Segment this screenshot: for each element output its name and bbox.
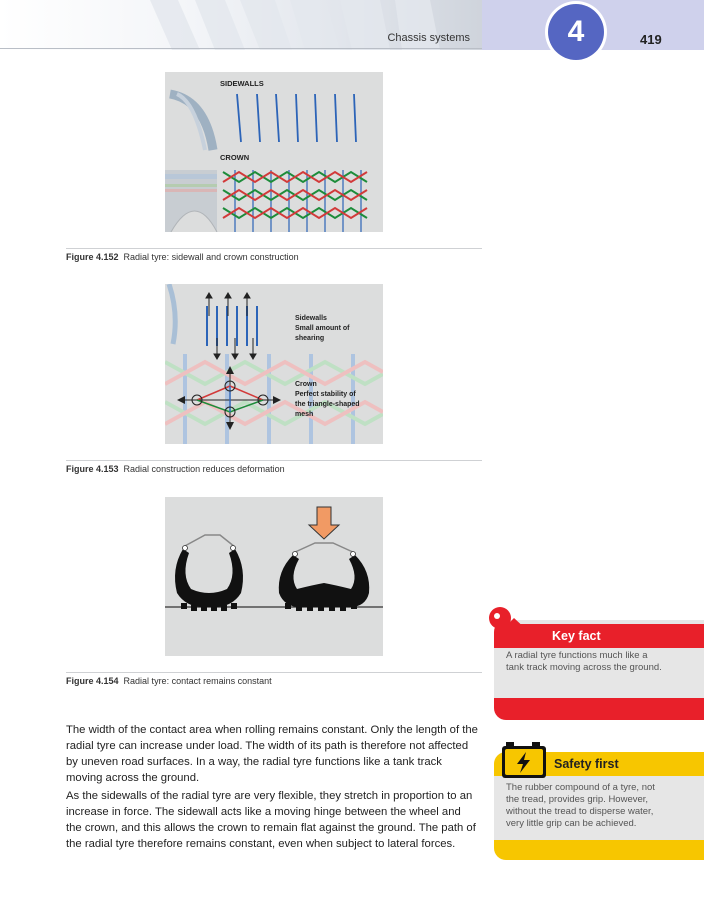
key-fact-footer-bar [494,698,704,720]
sidewall-tyre-slice [170,94,213,150]
figure-4-152-image [165,72,383,232]
crown-label: CROWN [220,153,250,162]
figure-4-154-image [165,497,383,656]
safety-first-footer-bar [494,840,704,860]
fig153-sidewalls-title: Sidewalls [295,315,327,322]
loaded-tyre [279,543,369,611]
body-paragraph-1: The width of the contact area when rolling remains constant. Only the length of the radial tyre can increase under load. The width of its path is therefore not affected by uneven road surfaces. In a way, the radial tyre functions like a tank track moving across the ground. [66,724,478,784]
section-title: Chassis systems [387,32,470,44]
page-header [0,0,704,50]
battery-warning-icon [500,738,548,780]
figure-4-153-image [165,284,383,444]
key-icon [486,604,546,644]
crown-tyre-cross-section [165,170,217,232]
figure-number: Figure 4.152 [66,252,119,262]
figure-4-154-caption [66,676,272,686]
crown-cord-mesh [223,170,367,232]
figure-4-153-caption [66,464,285,474]
figure-caption-text: Radial tyre: sidewall and crown construction [123,252,299,262]
figure-4-152-caption [66,252,299,262]
header-rule [0,48,482,49]
chapter-badge: 4 [548,4,604,60]
fig153-sidewalls-line1: Small amount of [295,325,350,332]
safety-first-text: The rubber compound of a tyre, not the tread, provides grip. However, without the tread to disperse water, very little grip can be achieved. [506,782,655,829]
fig153-crown-line1: Perfect stability of [295,391,356,398]
figure-4-152-rule [66,248,482,249]
sidewalls-label: SIDEWALLS [220,79,264,88]
figure-caption-text: Radial construction reduces deformation [123,464,285,474]
figure-number: Figure 4.153 [66,464,119,474]
safety-first-title: Safety first [554,757,619,771]
sidewall-cords [237,94,356,142]
figure-number: Figure 4.154 [66,676,119,686]
figure-caption-text: Radial tyre: contact remains constant [123,676,272,686]
fig153-crown-line2: the triangle-shaped [295,401,360,408]
sidewall-cords-shearing [169,284,257,359]
page-number: 419 [640,32,662,47]
body-paragraph-2: As the sidewalls of the radial tyre are very flexible, they stretch in proportion to an increase in force. The sidewall acts like a moving hinge between the wheel and the crown, and this allows the crown to remain flat against the ground. The path of the radial tyre therefore remains constant, even when subject to lateral forces. [66,790,476,850]
fig153-crown-title: Crown [295,381,317,388]
key-fact-title: Key fact [552,629,601,643]
svg-text:Sidewalls Small amount o [295,315,351,342]
unloaded-tyre [175,535,243,611]
fig153-crown-line3: mesh [295,411,314,418]
fig153-sidewalls-line2: shearing [295,335,325,342]
key-fact-text: A radial tyre functions much like a tank track moving across the ground. [506,650,662,673]
figure-4-154-rule [66,672,482,673]
load-arrow-icon [309,507,339,539]
figure-4-153-rule [66,460,482,461]
